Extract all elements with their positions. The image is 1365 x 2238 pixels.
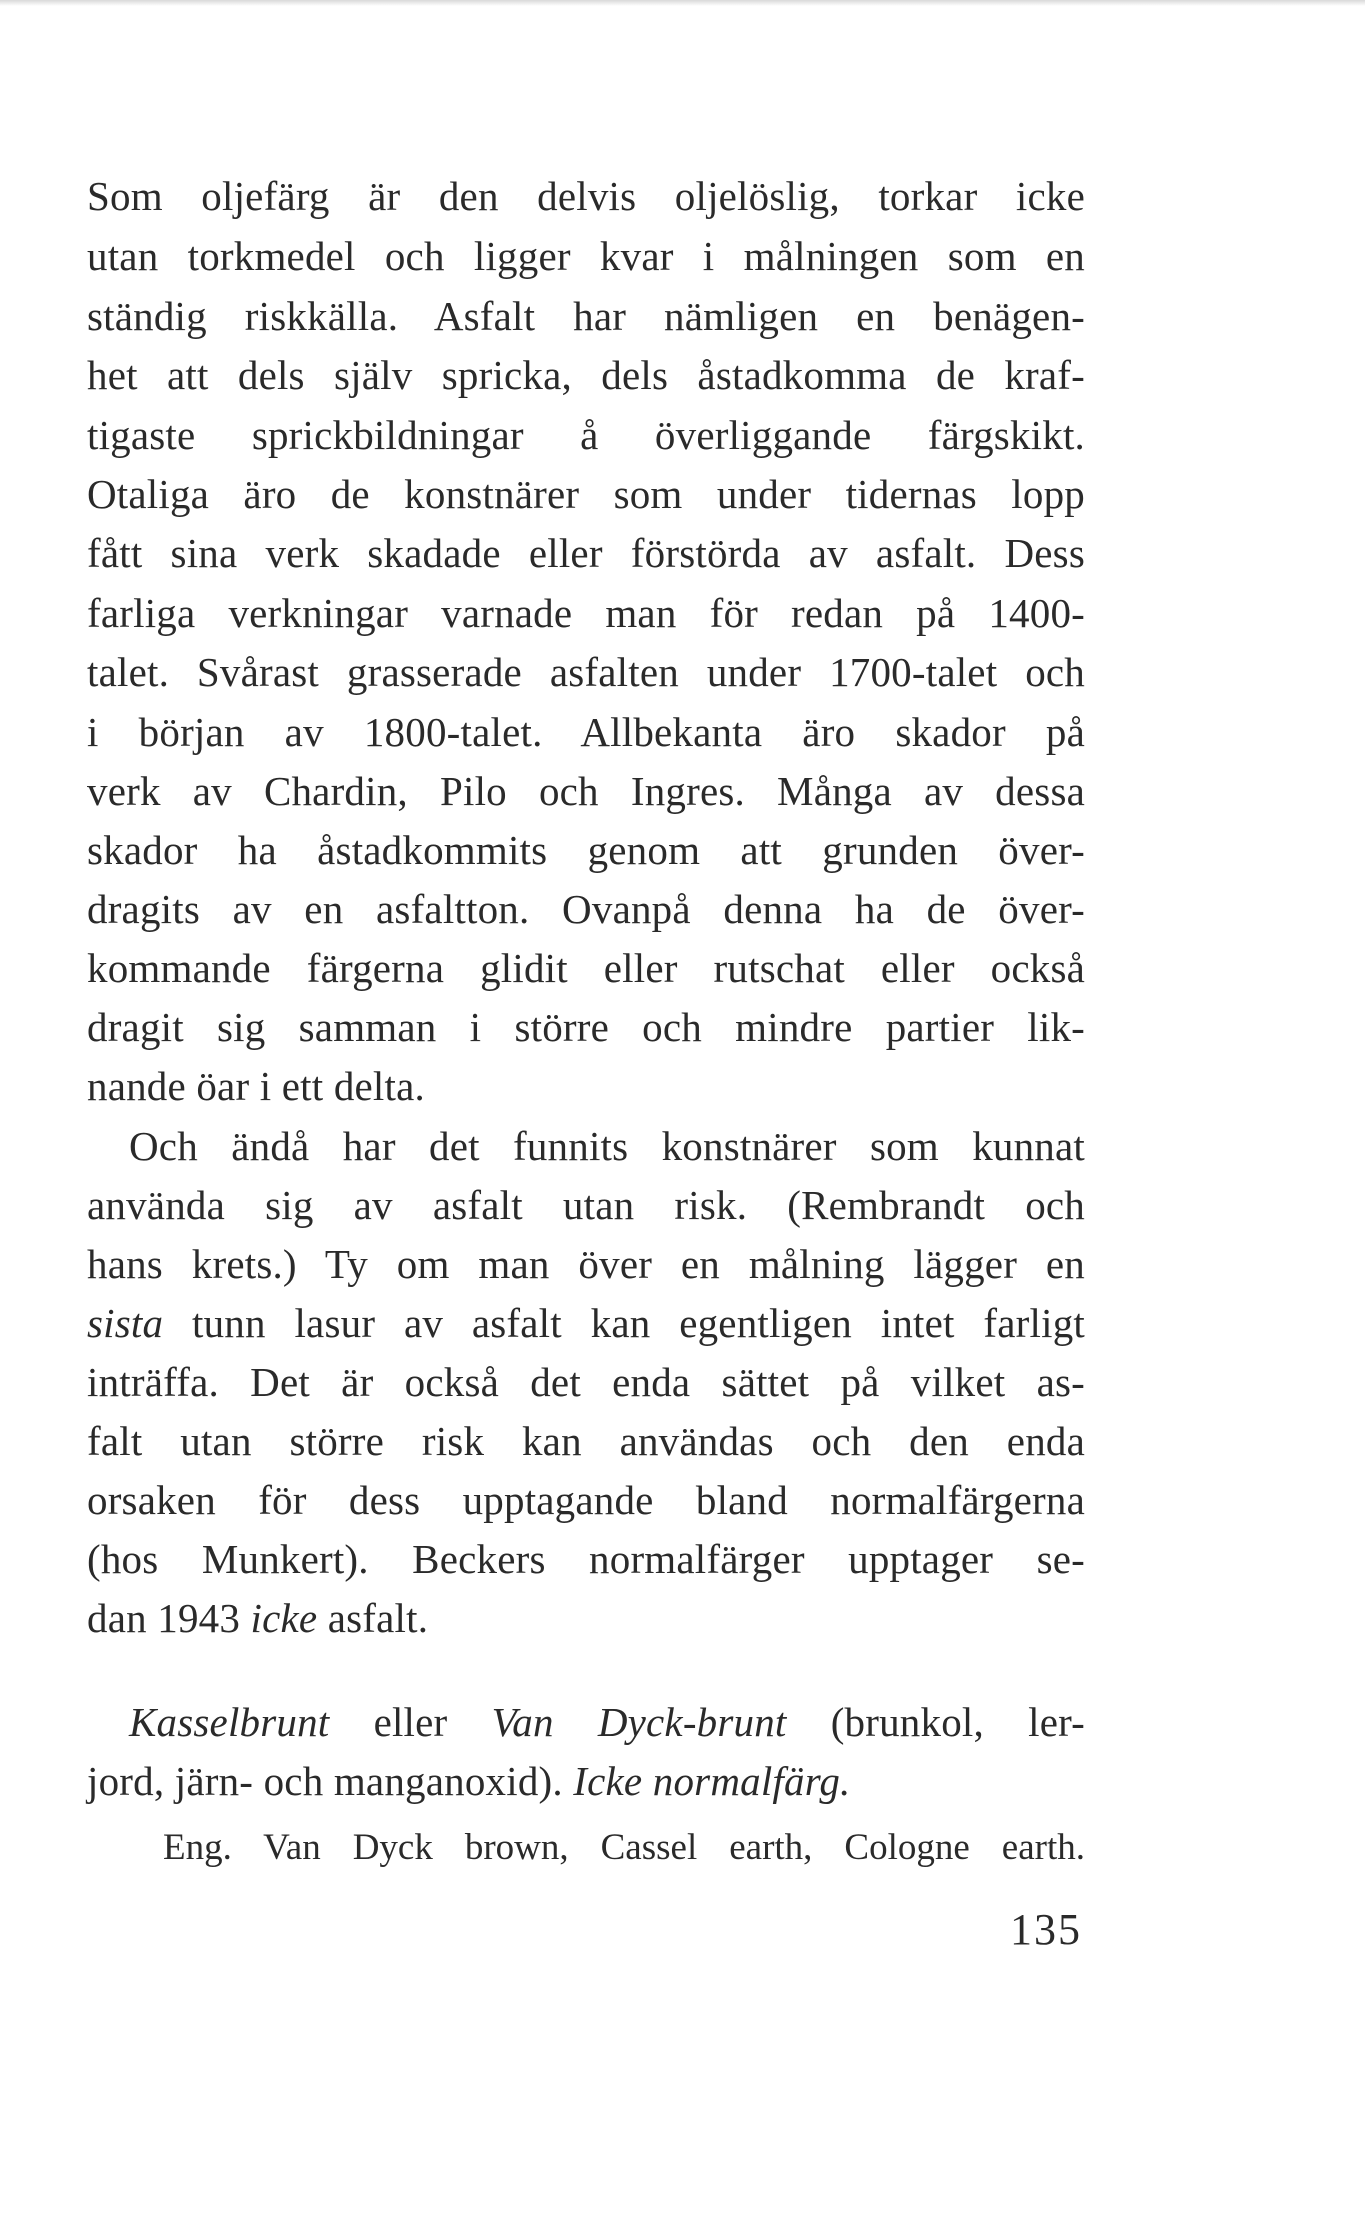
- text-span: asfalt.: [317, 1595, 429, 1641]
- text-span: dan 1943: [87, 1595, 251, 1641]
- text-line: tigaste sprickbildningar å överliggande färgskikt.: [87, 412, 1085, 458]
- text-line: inträffa. Det är också det enda sättet på vilket as-: [87, 1359, 1085, 1405]
- text-line: ständig riskkälla. Asfalt har nämligen en benägen-: [87, 293, 1085, 339]
- text-line: utan torkmedel och ligger kvar i målningen som en: [87, 233, 1085, 279]
- text-line: [129, 1692, 1085, 1752]
- text-line: Otaliga äro de konstnärer som under tidernas lopp: [87, 471, 1085, 517]
- text-span: eller: [329, 1699, 492, 1745]
- text-line: het att dels själv spricka, dels åstadkomma de kraf-: [87, 352, 1085, 398]
- text-line: [87, 1751, 1085, 1811]
- term-kasselbrunt: Kasselbrunt: [129, 1699, 330, 1745]
- text-line: dragit sig samman i större och mindre partier lik-: [87, 1004, 1085, 1050]
- term-van-dyck-brunt: Van Dyck-brunt: [491, 1699, 787, 1745]
- text-line: farliga verkningar varnade man för redan på 1400-: [87, 590, 1085, 636]
- text-line: kommande färgerna glidit eller rutschat eller också: [87, 945, 1085, 991]
- text-line: Som oljefärg är den delvis oljelöslig, torkar icke: [87, 173, 1085, 219]
- emphasis-sista: sista: [87, 1300, 164, 1346]
- page-top-edge: [0, 0, 1365, 6]
- text-line: orsaken för dess upptagande bland normalfärgerna: [87, 1477, 1085, 1523]
- text-line: i början av 1800-talet. Allbekanta äro skador på: [87, 709, 1085, 755]
- text-line: dragits av en asfaltton. Ovanpå denna ha de över-: [87, 886, 1085, 932]
- english-names: Eng. Van Dyck brown, Cassel earth, Cologne earth.: [163, 1827, 1085, 1868]
- text-line: skador ha åstadkommits genom att grunden över-: [87, 827, 1085, 873]
- text-line: använda sig av asfalt utan risk. (Rembrandt och: [87, 1182, 1085, 1228]
- text-span: jord, järn- och manganoxid).: [87, 1758, 574, 1804]
- text-span: tunn lasur av asfalt kan egentligen intet farligt: [163, 1300, 1085, 1346]
- text-line: [87, 1293, 1085, 1353]
- text-line: nande öar i ett delta.: [87, 1063, 425, 1109]
- text-line: talet. Svårast grasserade asfalten under 1700-talet och: [87, 649, 1085, 695]
- text-line: Och ändå har det funnits konstnärer som kunnat: [129, 1123, 1085, 1169]
- emphasis-icke: icke: [250, 1595, 318, 1641]
- text-line: hans krets.) Ty om man över en målning lägger en: [87, 1241, 1085, 1287]
- text-line: (hos Munkert). Beckers normalfärger upptager se-: [87, 1536, 1085, 1582]
- note-not-normal-color: Icke normalfärg.: [573, 1758, 851, 1804]
- text-line: [87, 1588, 1085, 1648]
- text-line: falt utan större risk kan användas och den enda: [87, 1418, 1085, 1464]
- text-line: fått sina verk skadade eller förstörda av asfalt. Dess: [87, 530, 1085, 576]
- page-number: 135: [1010, 1905, 1082, 1954]
- text-line: verk av Chardin, Pilo och Ingres. Många av dessa: [87, 768, 1085, 814]
- text-span: (brunkol, ler-: [786, 1699, 1085, 1745]
